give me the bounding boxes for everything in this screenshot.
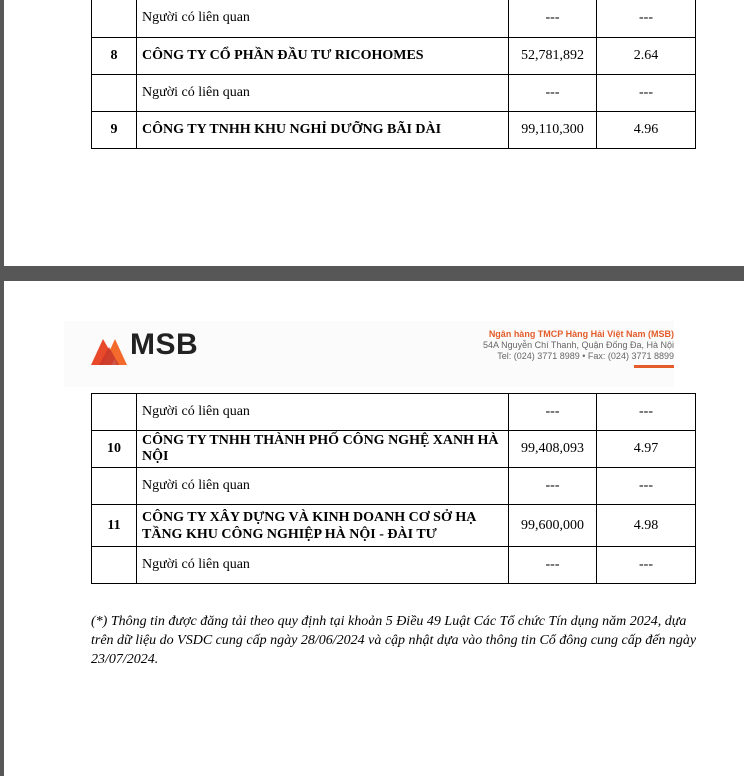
share-quantity: 99,408,093 <box>509 431 597 468</box>
share-quantity: --- <box>509 0 597 38</box>
msb-logo-text: MSB <box>130 328 199 361</box>
document-page-2 <box>4 281 744 776</box>
share-quantity: 52,781,892 <box>509 38 597 75</box>
brand-accent-line <box>634 365 674 368</box>
shareholder-name: CÔNG TY TNHH KHU NGHỈ DƯỠNG BÃI DÀI <box>137 112 509 149</box>
ownership-percent: --- <box>597 75 696 112</box>
row-number: 10 <box>92 431 137 468</box>
table-row <box>92 431 696 468</box>
table-row <box>92 38 696 75</box>
bank-contact-block <box>483 329 674 362</box>
shareholder-name: Người có liên quan <box>137 468 509 505</box>
footnote: (*) Thông tin được đăng tải theo quy định tại khoản 5 Điều 49 Luật Các Tổ chức Tín dụng năm 2024, dựa trên dữ liệu do VSDC cung cấp ngày 28/06/2024 và cập nhật dựa vào thông tin Cổ đông cung cấp đến ngày 23/07/2024. <box>91 614 697 667</box>
ownership-percent: --- <box>597 547 696 584</box>
shareholder-name: CÔNG TY CỔ PHẦN ĐẦU TƯ RICOHOMES <box>137 38 509 75</box>
ownership-percent: --- <box>597 394 696 431</box>
share-quantity: 99,110,300 <box>509 112 597 149</box>
row-number: 9 <box>92 112 137 149</box>
msb-logo-icon <box>89 333 129 369</box>
ownership-percent: 2.64 <box>597 38 696 75</box>
ownership-percent: 4.96 <box>597 112 696 149</box>
shareholder-name: Người có liên quan <box>137 0 509 38</box>
shareholder-name: Người có liên quan <box>137 394 509 431</box>
share-quantity: --- <box>509 75 597 112</box>
table-row <box>92 75 696 112</box>
shareholder-name: CÔNG TY XÂY DỰNG VÀ KINH DOANH CƠ SỞ HẠ TẦNG KHU CÔNG NGHIỆP HÀ NỘI - ĐÀI TƯ <box>137 505 509 547</box>
ownership-percent: --- <box>597 0 696 38</box>
share-quantity: --- <box>509 394 597 431</box>
share-quantity: 99,600,000 <box>509 505 597 547</box>
table-row <box>92 0 696 38</box>
shareholder-table-1 <box>91 0 696 149</box>
table-row <box>92 394 696 431</box>
row-number <box>92 547 137 584</box>
ownership-percent: 4.97 <box>597 431 696 468</box>
bank-name: Ngân hàng TMCP Hàng Hải Việt Nam (MSB) <box>488 329 674 339</box>
bank-address: 54A Nguyễn Chí Thanh, Quận Đống Đa, Hà Nội <box>483 340 674 350</box>
row-number <box>92 468 137 505</box>
shareholder-name: Người có liên quan <box>137 75 509 112</box>
table-row <box>92 112 696 149</box>
share-quantity: --- <box>509 547 597 584</box>
table-row <box>92 505 696 547</box>
ownership-percent: --- <box>597 468 696 505</box>
row-number <box>92 75 137 112</box>
shareholder-table-2 <box>91 393 696 584</box>
row-number: 8 <box>92 38 137 75</box>
shareholder-name: Người có liên quan <box>137 547 509 584</box>
row-number <box>92 0 137 38</box>
shareholder-name: CÔNG TY TNHH THÀNH PHỐ CÔNG NGHỆ XANH HÀ NỘI <box>137 431 509 468</box>
table-row <box>92 547 696 584</box>
document-page-1 <box>4 0 744 266</box>
letterhead <box>64 321 674 387</box>
table-row <box>92 468 696 505</box>
row-number: 11 <box>92 505 137 547</box>
share-quantity: --- <box>509 468 597 505</box>
ownership-percent: 4.98 <box>597 505 696 547</box>
bank-contact: Tel: (024) 3771 8989 • Fax: (024) 3771 8899 <box>497 351 674 361</box>
row-number <box>92 394 137 431</box>
